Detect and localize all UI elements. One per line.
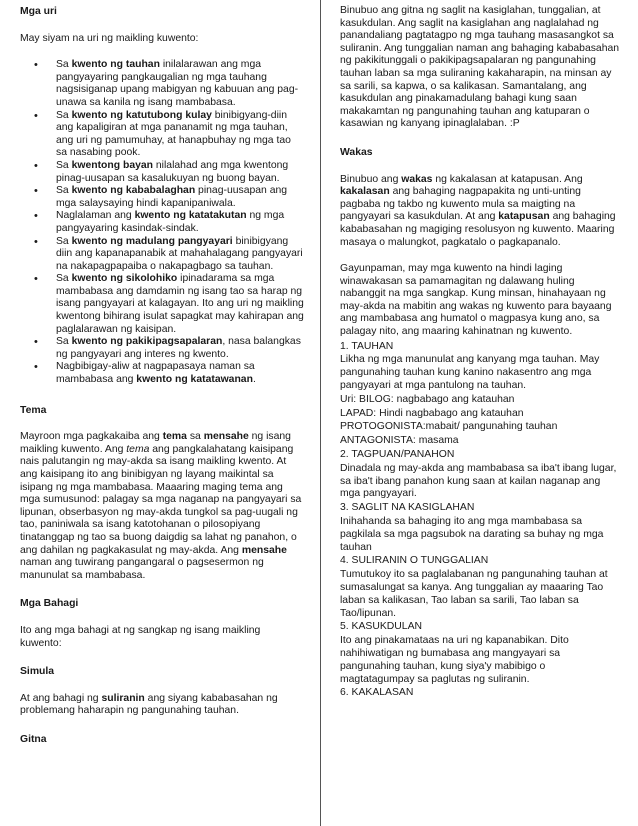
- wakas-paragraph: [340, 174, 620, 250]
- uri-item-bold: kwentong bayan: [71, 159, 154, 171]
- uri-list-item: [56, 160, 304, 185]
- numbered-line: PROTOGONISTA:mabait/ pangunahing tauhan: [340, 421, 558, 433]
- tema-bold: mensahe: [241, 544, 287, 556]
- uri-item-text: inilalarawan ang mga pangyayaring pangkaugalian ng mga tauhang nagsisiganap upang mabigyan ng kabuuan ang pag-unawa sa kanila ng isang mambabasa.: [56, 59, 299, 108]
- gitna-text: Binubuo ang gitna ng saglit na kasiglahan, tunggalian, at kasukdulan. Ang saglit na kasiglahan ang naglalahad ng panandaliang pagtatagpo ng mga tauhang masasangkot sa suliranin. Ang tunggalian naman ang bahaging kababasahan ng pakikitunggali o pakikipagsapalaran ng pangunahing tauhan laban sa mga suliraning kakaharapin, na minsan ay sa sarili, sa kapwa, o sa kalikasan. Samantalang, ang kasukdulan ang pinakamadulang bahagi kung saan makakamtan ng pangunahing tauhan ang katuparan o kasawian ng kanyang ipinaglalaban. :P: [340, 5, 620, 130]
- tema-text: ang pangkalahatang kaisipang nais palutangin ng may-akda sa isang maikling kwento. At ang kaisipang ito ang binibigyan ng layang maikintal sa isipang ng mga mambabasa. Maaaring maging tema ang mga sumusunod: palagay sa mga naganap na pangyayari sa lipunan, obserbasyon ng may-akda tungkol sa pag-uugali ng tao, paniniwala sa isang katotohanan o pilosopiyang tinatanggap ng tao sa buong daigdig sa lahat ng panahon, o ang dahilan ng pagkakasulat ng may-akda. Ang: [20, 443, 302, 556]
- tema-heading: Tema: [20, 404, 47, 416]
- uri-item-text: Sa: [56, 159, 72, 171]
- uri-item-text: nilalahad ang mga kwentong pinag-uusapan sa kasalukuyan ng buong bayan.: [56, 159, 289, 184]
- numbered-line: Uri: BILOG: nagbabago ang katauhan: [340, 393, 515, 405]
- uri-item-text: Naglalaman ang: [56, 210, 135, 222]
- numbered-sections: [340, 341, 620, 701]
- uri-item-text: Sa: [56, 235, 72, 247]
- uri-item-text: Sa: [56, 336, 72, 348]
- wakas-text: ng kakalasan at katapusan. Ang: [432, 173, 583, 185]
- tema-bold: mensahe: [203, 431, 249, 443]
- tema-text: ng isang maikling kuwento. Ang: [20, 431, 291, 455]
- uri-item-bold: kwento ng madulang pangyayari: [71, 235, 233, 247]
- simula-text: At ang bahagi ng: [20, 692, 102, 704]
- tema-text: Mayroon mga pagkakaiba ang: [20, 431, 163, 443]
- uri-list-item: [56, 361, 304, 386]
- numbered-line: 1. TAUHAN: [340, 340, 394, 352]
- gitna-heading: Gitna: [20, 733, 47, 745]
- tema-bold: tema: [162, 431, 187, 443]
- uri-item-bold: kwento ng tauhan: [71, 59, 160, 71]
- bahagi-intro: Ito ang mga bahagi at ng sangkap ng isang maikling kuwento:: [20, 624, 261, 649]
- uri-item-bold: kwento ng katutubong kulay: [71, 109, 212, 121]
- numbered-line: LAPAD: Hindi nagbabago ang katauhan: [340, 407, 524, 419]
- tema-text: naman ang tuwirang pangangaral o pagsesermon ng manunulat sa mambabasa.: [20, 557, 264, 581]
- gayunpaman-paragraph: Gayunpaman, may mga kuwento na hindi laging winawakasan sa pamamagitan ng dalawang huling nabanggit na mga sangkap. Kung minsan, hinahayaan ng may-akda na mabitin ang wakas ng kuwento para bayaang ang mambabasa ang humatol o magpasya kung ano, sa palagay nito, ang maaring kahinatnan ng kuwento.: [340, 263, 612, 338]
- uri-list-item: [56, 236, 304, 274]
- wakas-text: ang bahaging nagpapakita ng unti-unting pagbaba ng takbo ng kuwento mula sa maigting na pangyayari sa kasukdulan. At ang: [340, 186, 581, 223]
- mga-uri-heading: Mga uri: [20, 6, 57, 17]
- uri-item-text: .: [252, 374, 256, 386]
- numbered-line: Dinadala ng may-akda ang mambabasa sa iba't ibang lugar, sa iba't ibang panahon kung saan at kailan naganap ang mga pangyayari.: [340, 462, 617, 500]
- uri-item-text: , nasa balangkas ng pangyayari ang interes ng kwento.: [56, 336, 301, 360]
- numbered-line: Tumutukoy ito sa paglalabanan ng pangunahing tauhan at sumasalungat sa kanya. Ang tunggalian ay maaaring Tao laban sa kalikasan, Tao laban sa sarili, Tao laban sa Tao/lipunan.: [340, 569, 608, 619]
- uri-item-bold: kwento ng katatawanan: [136, 374, 253, 386]
- tema-paragraph: [20, 431, 304, 582]
- numbered-line: 5. KASUKDULAN: [340, 621, 422, 633]
- uri-item-bold: kwento ng kababalaghan: [71, 185, 196, 197]
- wakas-heading: Wakas: [340, 146, 373, 158]
- uri-list-item: [56, 336, 304, 361]
- uri-list-item: [56, 210, 304, 235]
- numbered-line: 4. SULIRANIN O TUNGGALIAN: [340, 555, 489, 567]
- simula-heading: Simula: [20, 666, 55, 678]
- uri-list-item: [56, 59, 304, 109]
- uri-item-text: ipinadarama sa mga mambabasa ang damdamin ng isang tao sa harap ng isang pangyayari at kalagayan. Ito ang uri ng maikling kwentong bihirang isulat sapagkat may kahirapan ang paglalarawan ng kaisipan.: [56, 273, 304, 335]
- uri-item-text: Sa: [56, 273, 72, 285]
- uri-item-bold: kwento ng katatakutan: [134, 210, 247, 222]
- wakas-text: Binubuo ang: [340, 173, 402, 185]
- uri-item-text: binibigyang-diin ang kapaligiran at mga pananamit ng mga tauhan, ang uri ng pamumuhay, at hanapbuhay ng mga tao sa nasabing pook.: [56, 109, 291, 159]
- wakas-bold: katapusan: [498, 211, 550, 223]
- uri-list-item: [56, 273, 304, 336]
- uri-item-text: ng mga pangyayaring kasindak-sindak.: [56, 210, 285, 234]
- right-column: [340, 5, 620, 701]
- uri-item-text: pinag-uusapan ang mga salaysaying hindi kapanipaniwala.: [56, 185, 288, 209]
- left-column: [20, 6, 304, 747]
- simula-paragraph: [20, 693, 304, 718]
- uri-item-bold: kwento ng sikolohiko: [71, 273, 178, 285]
- uri-item-text: Nagbibigay-aliw at nagpapasaya naman sa mambabasa ang: [56, 361, 255, 386]
- tema-text: sa: [186, 431, 204, 443]
- bahagi-heading: Mga Bahagi: [20, 598, 79, 610]
- wakas-bold: kakalasan: [340, 186, 390, 198]
- uri-list-item: [56, 185, 304, 210]
- simula-bold: suliranin: [101, 692, 145, 704]
- uri-list: [20, 59, 304, 386]
- uri-item-text: Sa: [56, 59, 72, 71]
- uri-item-text: binibigyang diin ang kapanapanabik at mahahalagang pangyayari na nakapagpapaiba o nakapagbago sa tauhan.: [56, 235, 303, 272]
- wakas-text: ang bahaging kababasahan ng magiging resolusyon ng kuwento. Maaring masaya o malungkot, pagkatalo o pagkapanalo.: [340, 211, 616, 248]
- simula-text: ang siyang kababasahan ng problemang haharapin ng pangunahing tauhan.: [20, 692, 278, 717]
- numbered-line: ANTAGONISTA: masama: [340, 435, 459, 447]
- mga-uri-intro: May siyam na uri ng maikling kuwento:: [20, 32, 199, 44]
- numbered-line: 6. KAKALASAN: [340, 687, 414, 699]
- uri-item-bold: kwento ng pakikipagsapalaran: [71, 336, 223, 348]
- uri-list-item: [56, 110, 304, 160]
- uri-item-text: Sa: [56, 109, 72, 121]
- wakas-bold: wakas: [401, 173, 433, 185]
- numbered-line: 2. TAGPUAN/PANAHON: [340, 449, 455, 461]
- numbered-line: Inihahanda sa bahaging ito ang mga mambabasa sa pagkilala sa mga pagsubok na darating sa buhay ng mga tauhan: [340, 516, 604, 553]
- numbered-line: Ito ang pinakamataas na uri ng kapanabikan. Dito nahihiwatigan ng bumabasa ang mangyayari sa pangunahing tauhan, kung siya'y mabibigo o magtatagumpay sa paglutas ng suliranin.: [340, 635, 569, 685]
- uri-item-text: Sa: [56, 185, 72, 197]
- column-divider: [320, 0, 321, 826]
- numbered-line: Likha ng mga manunulat ang kanyang mga tauhan. May pangunahing tauhan kung kanino nakasentro ang mga pangyayari at mga pantulong na tauhan.: [340, 354, 600, 392]
- tema-italic: tema: [126, 443, 150, 455]
- numbered-line: 3. SAGLIT NA KASIGLAHAN: [340, 502, 475, 514]
